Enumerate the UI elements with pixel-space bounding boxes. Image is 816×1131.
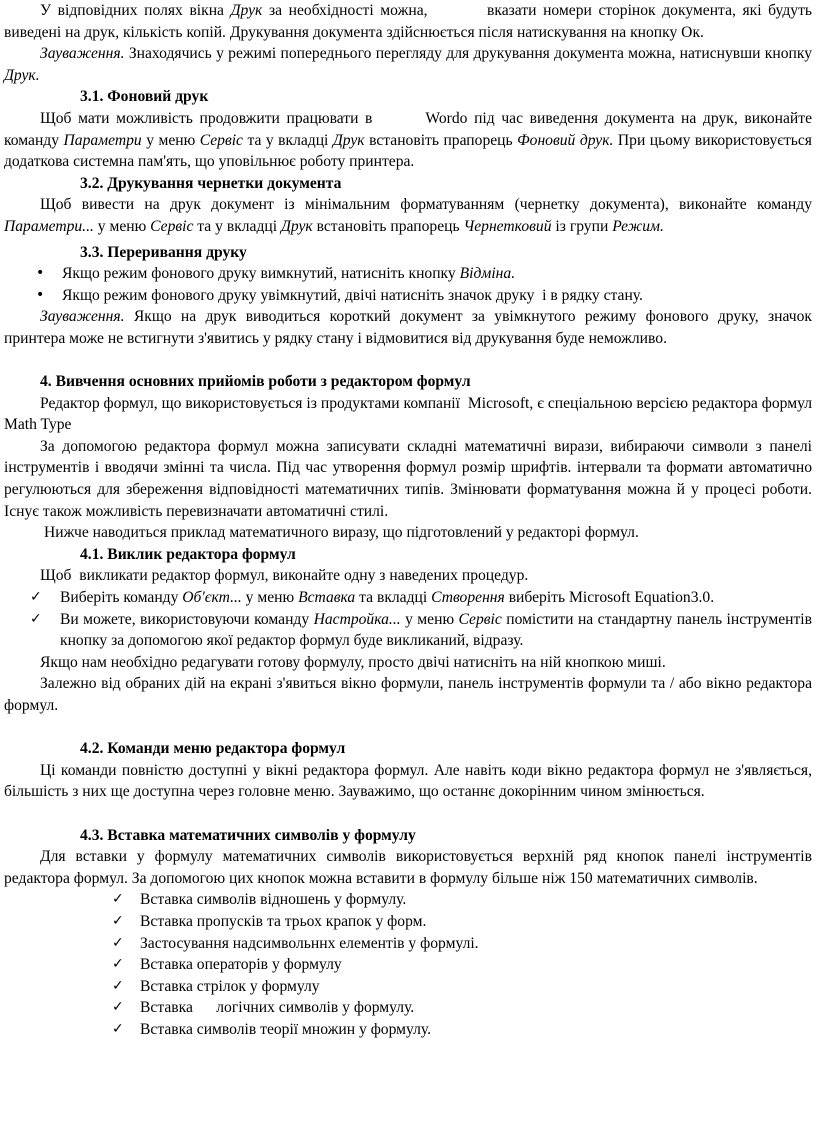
check-icon: ✓	[30, 610, 42, 627]
check-list-call	[4, 587, 812, 652]
list-item: ✓ Вставка стрілок у формулу	[4, 976, 812, 998]
list-item: ✓ Вставка логічних символів у формулу.	[4, 997, 812, 1019]
check-icon: ✓	[112, 977, 124, 994]
paragraph-formula-editor-intro: Редактор формул, що використовується із продуктами компанії Microsoft, є спеціальною версією редактора формул Math Type	[4, 394, 812, 434]
check-icon: ✓	[112, 891, 124, 908]
check-icon: ✓	[112, 1020, 124, 1037]
list-item: ✓ Вставка пропусків та трьох крапок у форм.	[4, 911, 812, 933]
check-icon: ✓	[112, 934, 124, 951]
paragraph-edit-formula: Якщо нам необхідно редагувати готову формулу, просто двічі натисніть на ній кнопкою миші.	[40, 653, 666, 671]
paragraph-menu-commands: Ці команди повністю доступні у вікні редактора формул. Але навіть коди вікно редактора формул не з'являється, більшість з них ще доступна через головне меню. Зауважимо, що останнє докорінним чином змінюється.	[4, 761, 812, 801]
heading-4-1: 4.1. Виклик редактора формул	[80, 545, 296, 563]
paragraph-draft-print: Щоб вивести на друк документ із мінімальним форматуванням (чернетку документа), виконайте команду Параметри... у меню Сервіс та у вкладці Друк встановіть прапорець Чернетковий із групи Режим.	[4, 196, 812, 235]
check-icon: ✓	[112, 912, 124, 929]
list-item: ✓ Вставка символів відношень у формулу.	[4, 889, 812, 911]
heading-4-2: 4.2. Команди меню редактора формул	[80, 740, 346, 758]
paragraph-note-short-doc: Зауваження. Якщо на друк виводиться короткий документ за увімкнутого режиму фонового друку, значок принтера може не встигнути з'явитись у рядку стану і відмовитися від друкування буде неможливо.	[4, 308, 812, 347]
paragraph-windows: Залежно від обраних дій на екрані з'явиться вікно формули, панель інструментів формули та / або вікно редактора формул.	[4, 675, 812, 714]
list-item: ✓ Застосування надсимвольннх елементів у формулі.	[4, 933, 812, 955]
paragraph-print-fields: У відповідних полях вікна Друк за необхідності можна, вказати номери сторінок документа, які будуть виведені на друк, кількість копій. Друкування документа здійснюється після натискування на кнопку Ок.	[4, 2, 812, 41]
bullet-icon: •	[36, 286, 45, 303]
check-icon: ✓	[112, 956, 124, 973]
heading-4: 4. Вивчення основних прийомів роботи з редактором формул	[40, 373, 471, 391]
paragraph-background-print: Щоб мати можливість продовжити працювати в Wordо під час виведення документа на друк, виконайте команду Параметри у меню Сервіс та у вкладці Друк встановіть прапорець Фоновий друк. При цьому використовується додаткова системна пам'ять, що уповільнює роботу принтера.	[4, 109, 812, 171]
heading-3-1: 3.1. Фоновий друк	[80, 88, 209, 106]
heading-4-3: 4.3. Вставка математичних символів у формулу	[80, 826, 416, 844]
heading-3-2: 3.2. Друкування чернетки документа	[80, 174, 342, 192]
check-list-symbols	[4, 889, 812, 1040]
list-item: ✓ Ви можете, використовуючи команду Настройка... у меню Сервіс помістити на стандартну панель інструментів кнопку за допомогою якої редактор формул буде викликаний, відразу.	[30, 610, 812, 650]
check-icon: ✓	[30, 589, 42, 606]
list-item: ✓ Виберіть команду Об'єкт... у меню Вставка та вкладці Створення виберіть Microsoft Equation3.0.	[4, 587, 812, 609]
paragraph-insert-symbols: Для вставки у формулу математичних символів використовується верхній ряд кнопок панелі інструментів редактора формул. За допомогою цих кнопок можна вставити в формулу більше ніж 150 математичних символів.	[4, 848, 812, 887]
paragraph-note-preview: Зауваження. Знаходячись у режимі попереднього перегляду для друкування документа можна, натиснувши кнопку Друк.	[4, 45, 812, 84]
paragraph-formula-editor-features: За допомогою редактора формул можна записувати складні математичні вирази, вибираючи символи з панелі інструментів і вводячи змінні та числа. Під час утворення формул розмір шрифтів. інтервали та формати автоматично регулюються для збереження відповідності математичних типів. Змінювати форматування можна й у процесі роботи. Існує також можливість перевизначати автоматичні стилі.	[4, 437, 812, 520]
paragraph-call-editor: Щоб викликати редактор формул, виконайте одну з наведених процедур.	[40, 567, 529, 585]
check-icon: ✓	[112, 999, 124, 1016]
bullet-icon: •	[36, 265, 45, 282]
list-item: • Якщо режим фонового друку увімкнутий, двічі натисніть значок друку і в рядку стану.	[4, 285, 812, 307]
paragraph-example: Нижче наводиться приклад математичного виразу, що підготовлений у редакторі формул.	[44, 524, 639, 542]
list-item: ✓ Вставка операторів у формулу	[4, 954, 812, 976]
list-item: ✓ Вставка символів теорії множин у формулу.	[4, 1019, 812, 1041]
bullet-list-interrupt	[4, 263, 812, 306]
heading-3-3: 3.3. Переривання друку	[80, 243, 247, 261]
list-item: • Якщо режим фонового друку вимкнутий, натисніть кнопку Відміна.	[4, 263, 812, 285]
